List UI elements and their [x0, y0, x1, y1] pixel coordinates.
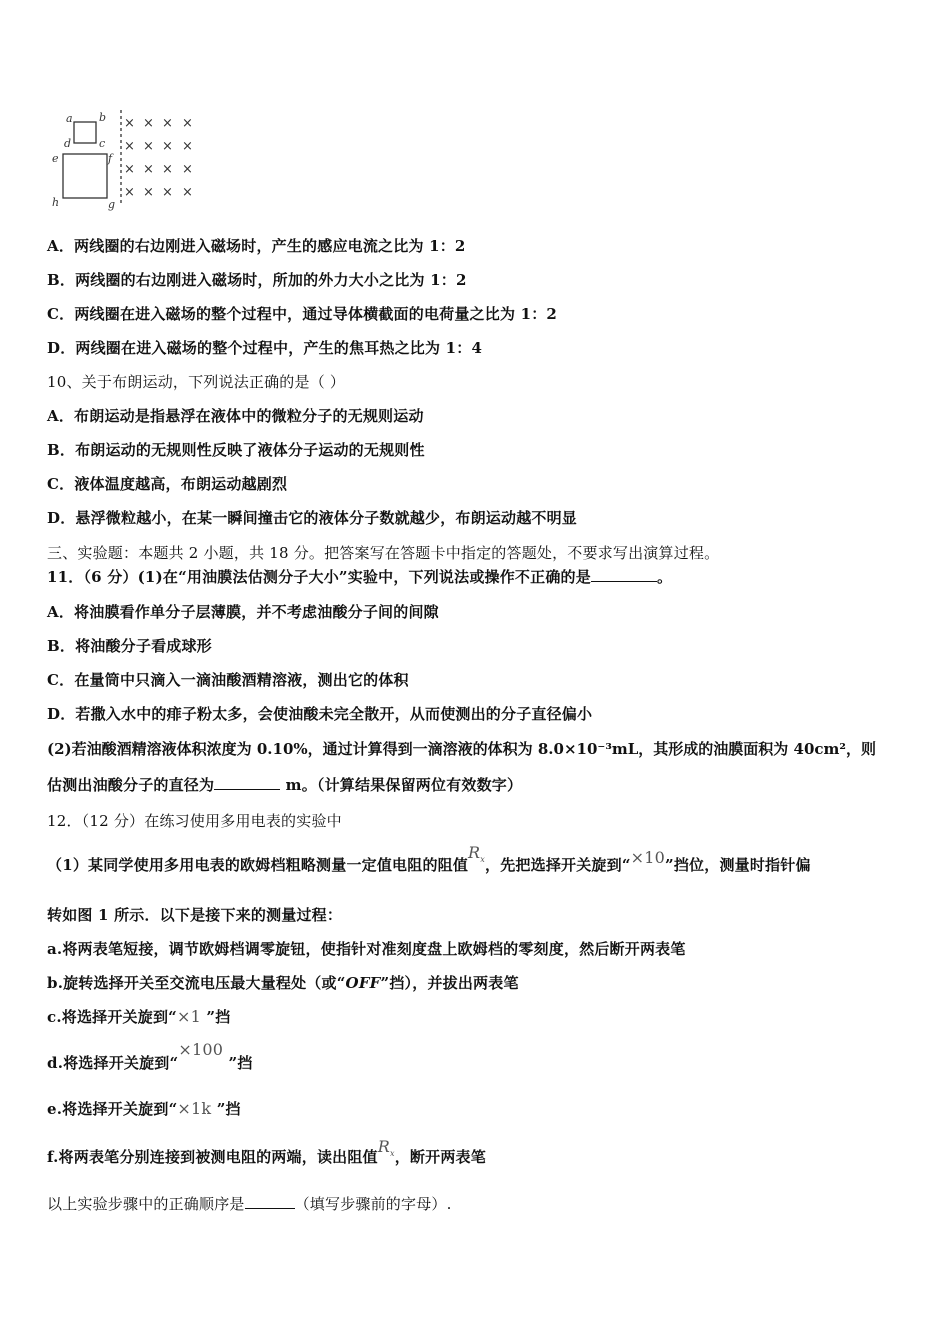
step-c-text-a: c.将选择开关旋到“ [47, 1008, 177, 1026]
label-d: d [64, 137, 72, 150]
answer-blank [591, 581, 657, 582]
q11-stem [47, 567, 672, 587]
label-g: g [108, 198, 116, 211]
q12-p1-text-c: ”挡位，测量时指针偏 [665, 856, 811, 874]
q11-stem-text: 11．（6 分）(1)在“用油膜法估测分子大小”实验中，下列说法或操作不正确的是 [47, 568, 591, 586]
q12-p1-text-b: ，先把选择开关旋到“ [485, 856, 631, 874]
field-x: × [182, 185, 193, 200]
q11-part2-line1: (2)若油酸酒精溶液体积浓度为 0.10%，通过计算得到一滴溶液的体积为 8.0×10⁻³mL，其形成的油膜面积为 40cm²，则 [47, 740, 876, 758]
q9-option-b: B．两线圈的右边刚进入磁场时，所加的外力大小之比为 1：2 [47, 271, 467, 289]
field-x: × [162, 116, 173, 131]
q12-part1-line1 [47, 843, 811, 882]
answer-blank [214, 789, 280, 790]
step-e-text-a: e.将选择开关旋到“ [47, 1100, 178, 1118]
q11-option-b: B．将油酸分子看成球形 [47, 637, 212, 655]
step-b-text-a: b.旋转选择开关至交流电压最大量程处（或“ [47, 974, 346, 992]
large-loop [63, 154, 107, 198]
q10-option-a: A．布朗运动是指悬浮在液体中的微粒分子的无规则运动 [47, 407, 424, 425]
q12-order-text: 以上实验步骤中的正确顺序是 [47, 1195, 245, 1213]
step-e [47, 1099, 241, 1119]
label-c: c [99, 137, 106, 150]
q12-part1-line2: 转如图 1 所示．以下是接下来的测量过程： [47, 906, 343, 924]
q12-order-hint: （填写步骤前的字母）. [294, 1195, 452, 1213]
field-x: × [162, 162, 173, 177]
label-b: b [99, 111, 107, 124]
field-x: × [124, 139, 135, 154]
q11-option-c: C．在量筒中只滴入一滴油酸酒精溶液，测出它的体积 [47, 671, 409, 689]
q10-stem: 10、关于布朗运动，下列说法正确的是（ ） [47, 373, 346, 391]
rx-symbol [468, 843, 486, 865]
field-x: × [162, 139, 173, 154]
x1-symbol: ×1 [176, 1007, 201, 1026]
small-loop [74, 122, 96, 143]
q11-option-d: D．若撒入水中的痱子粉太多，会使油酸未完全散开，从而使测出的分子直径偏小 [47, 705, 593, 723]
label-f: f [108, 152, 113, 165]
step-f-text-a: f.将两表笔分别连接到被测电阻的两端，读出阻值 [47, 1148, 378, 1166]
x10-symbol: ×10 [630, 848, 666, 867]
rx-subscript: x [390, 1149, 395, 1159]
step-a: a.将两表笔短接，调节欧姆档调零旋钮，使指针对准刻度盘上欧姆档的零刻度，然后断开两表笔 [47, 940, 686, 958]
step-d-text-b: ”挡 [223, 1054, 253, 1072]
q11-part2-line2 [47, 775, 522, 795]
label-e: e [52, 152, 59, 165]
q11-part2-text: 估测出油酸分子的直径为 [47, 776, 215, 794]
x1k-symbol: ×1k [177, 1099, 212, 1118]
step-c [47, 1007, 230, 1027]
rx-symbol [377, 1137, 395, 1159]
rx-subscript: x [480, 855, 486, 865]
step-d-text-a: d.将选择开关旋到“ [47, 1054, 179, 1072]
field-x: × [143, 185, 154, 200]
rx-letter: R [468, 843, 481, 862]
q12-p1-text-a: （1）某同学使用多用电表的欧姆档粗略测量一定值电阻的阻值 [47, 856, 469, 874]
coil-magnetic-field-figure [44, 100, 214, 212]
field-x: × [143, 139, 154, 154]
q12-order [47, 1194, 452, 1214]
field-x: × [182, 116, 193, 131]
x100-symbol: ×100 [178, 1040, 224, 1059]
step-c-text-b: ”挡 [200, 1008, 231, 1026]
q11-stem-end: 。 [656, 568, 673, 586]
q9-option-d: D．两线圈在进入磁场的整个过程中，产生的焦耳热之比为 1：4 [47, 339, 483, 357]
step-f-text-b: ，断开两表笔 [394, 1148, 486, 1166]
q11-part2-unit: m。（计算结果保留两位有效数字） [280, 776, 523, 794]
label-h: h [52, 196, 60, 209]
q9-option-a: A．两线圈的右边刚进入磁场时，产生的感应电流之比为 1：2 [47, 237, 466, 255]
step-b [47, 973, 519, 993]
answer-blank [245, 1208, 295, 1209]
step-d [47, 1040, 253, 1073]
q10-option-d: D．悬浮微粒越小，在某一瞬间撞击它的液体分子数就越少，布朗运动越不明显 [47, 509, 578, 527]
field-x: × [182, 162, 193, 177]
label-a: a [66, 112, 73, 125]
section-3-heading: 三、实验题：本题共 2 小题，共 18 分。把答案写在答题卡中指定的答题处，不要求写出演算过程。 [47, 544, 720, 562]
field-x: × [143, 162, 154, 177]
q10-option-b: B．布朗运动的无规则性反映了液体分子运动的无规则性 [47, 441, 425, 459]
field-x: × [143, 116, 154, 131]
q9-option-c: C．两线圈在进入磁场的整个过程中，通过导体横截面的电荷量之比为 1：2 [47, 305, 558, 323]
field-x: × [124, 162, 135, 177]
field-x: × [182, 139, 193, 154]
step-e-text-b: ”挡 [211, 1100, 241, 1118]
rx-letter: R [377, 1137, 390, 1156]
step-f [47, 1137, 486, 1174]
field-x: × [162, 185, 173, 200]
field-x: × [124, 185, 135, 200]
step-b-off: OFF [345, 974, 381, 992]
q12-stem: 12．（12 分）在练习使用多用电表的实验中 [47, 812, 342, 830]
q11-option-a: A．将油膜看作单分子层薄膜，并不考虑油酸分子间的间隙 [47, 603, 439, 621]
q10-option-c: C．液体温度越高，布朗运动越剧烈 [47, 475, 288, 493]
step-b-text-b: ”挡），并拔出两表笔 [380, 974, 519, 992]
field-x: × [124, 116, 135, 131]
